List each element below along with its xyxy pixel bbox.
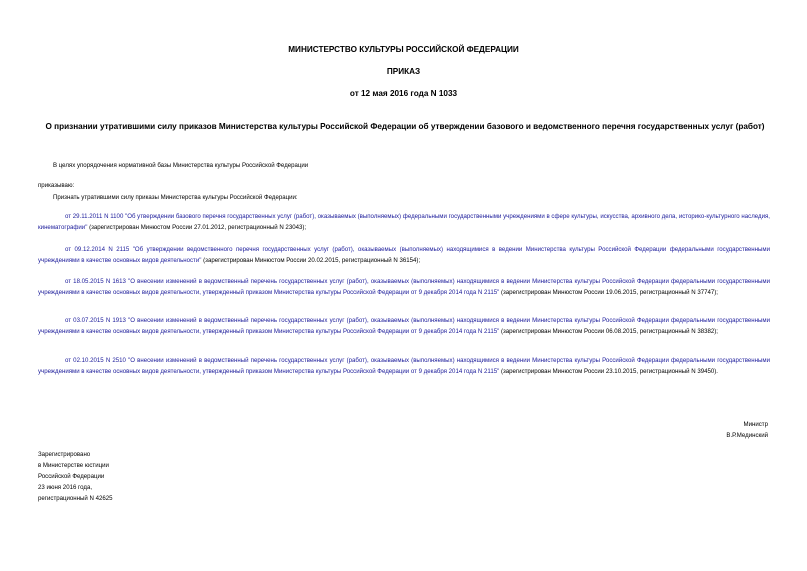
- list-item: [38, 245, 770, 266]
- order-word: приказываю:: [38, 182, 75, 189]
- registration-note: (зарегистрирован Минюстом России 23.10.2015, регистрационный N 39450).: [499, 367, 718, 375]
- order-link[interactable]: от 09.12.2014 N 2115 "Об утверждении ведомственного перечня государственных услуг (работ), оказываемых (выполняемых) находящимися в ведении Министерства культуры Российской Федерации федеральными государственными учреждениями в качестве основных видов деятельности": [38, 246, 770, 264]
- registration-line: регистрационный N 42625: [38, 495, 113, 502]
- doc-type-heading: ПРИКАЗ: [386, 67, 421, 76]
- registration-note: (зарегистрирован Минюстом России 20.02.2015, регистрационный N 36154);: [201, 256, 421, 264]
- document-title: О признании утратившими силу приказов Министерства культуры Российской Федерации об утверждении базового и ведомственного перечня государственных услуг (работ): [45, 122, 765, 131]
- signature-name: В.Р.Мединский: [726, 432, 768, 439]
- registration-line: Зарегистрировано: [38, 451, 91, 458]
- list-item: [38, 277, 770, 298]
- preamble-text: В целях упорядочения нормативной базы Министерства культуры Российской Федерации: [53, 162, 309, 169]
- order-link[interactable]: от 02.10.2015 N 2510 "О внесении изменений в ведомственный перечень государственных услуг (работ), оказываемых (выполняемых) находящимися в ведении Министерства культуры Российской Федерации федеральными государственными учреждениями в качестве основных видов деятельности, утвержденный приказом Министерства культуры Российской Федерации от 9 декабря 2014 года N 2115": [38, 357, 770, 375]
- date-number-heading: от 12 мая 2016 года N 1033: [349, 89, 458, 98]
- order-link[interactable]: от 03.07.2015 N 1913 "О внесении изменений в ведомственный перечень государственных услуг (работ), оказываемых (выполняемых) находящимися в ведении Министерства культуры Российской Федерации федеральными государственными учреждениями в качестве основных видов деятельности, утвержденный приказом Министерства культуры Российской Федерации от 9 декабря 2014 года N 2115": [38, 317, 770, 335]
- registration-note: (зарегистрирован Минюстом России 06.08.2015, регистрационный N 38382);: [499, 327, 718, 335]
- registration-line: 23 июня 2016 года,: [38, 484, 93, 491]
- registration-note: (зарегистрирован Минюстом России 19.06.2015, регистрационный N 37747);: [499, 288, 718, 296]
- order-link[interactable]: от 29.11.2011 N 1100 "Об утверждении базового перечня государственных услуг (работ), оказываемых (выполняемых) федеральными государственными учреждениями в сфере культуры, искусства, архивного дела, историко-культурного наследия, кинематографии": [38, 213, 770, 231]
- signature-position: Министр: [743, 421, 768, 428]
- list-item: [38, 356, 770, 377]
- ministry-heading: МИНИСТЕРСТВО КУЛЬТУРЫ РОССИЙСКОЙ ФЕДЕРАЦИИ: [288, 45, 519, 54]
- declare-text: Признать утратившими силу приказы Министерства культуры Российской Федерации:: [53, 194, 298, 201]
- list-item: [38, 212, 770, 233]
- registration-line: в Министерстве юстиции: [38, 462, 109, 469]
- order-link[interactable]: от 18.05.2015 N 1613 "О внесении изменений в ведомственный перечень государственных услуг (работ), оказываемых (выполняемых) находящимися в ведении Министерства культуры Российской Федерации федеральными государственными учреждениями в качестве основных видов деятельности, утвержденный приказом Министерства культуры Российской Федерации от 9 декабря 2014 года N 2115": [38, 278, 770, 296]
- registration-note: (зарегистрирован Минюстом России 27.01.2012, регистрационный N 23043);: [87, 223, 307, 231]
- registration-line: Российской Федерации: [38, 473, 105, 480]
- list-item: [38, 316, 770, 337]
